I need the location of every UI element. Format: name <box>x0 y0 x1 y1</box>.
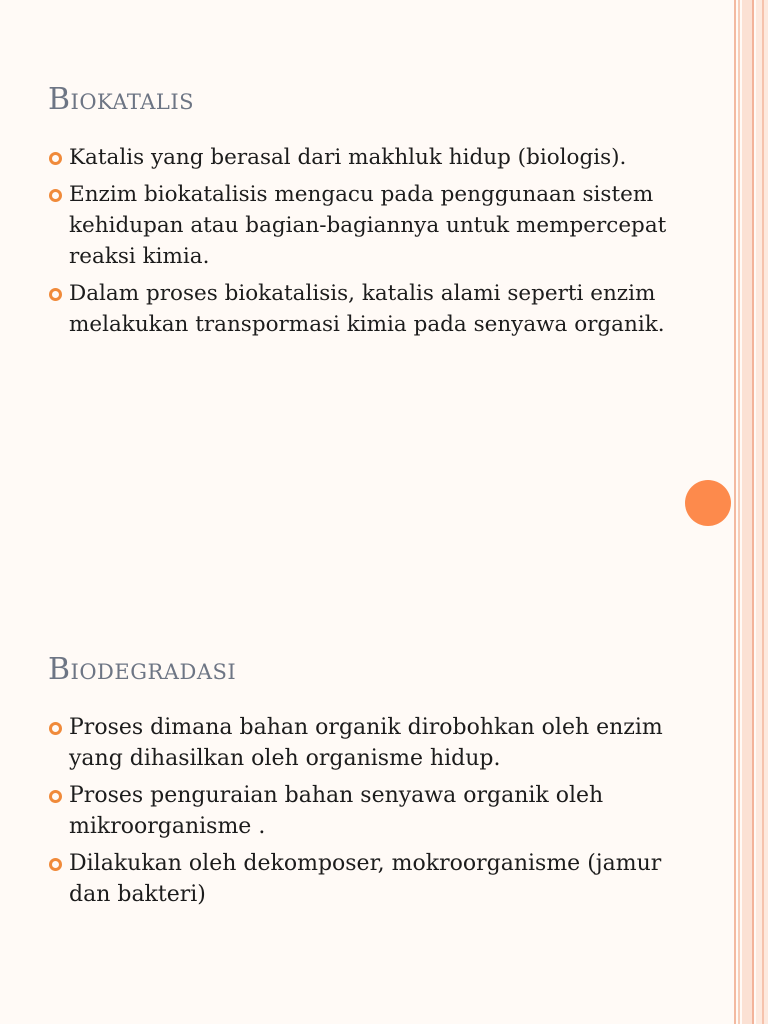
bullet-item <box>0 179 700 272</box>
decorative-stripe <box>752 0 754 1024</box>
decorative-stripe <box>742 0 752 1024</box>
bullet-list <box>0 142 700 340</box>
slide-divider-circle <box>685 480 731 526</box>
bullet-circle-icon <box>49 722 62 735</box>
bullet-circle-icon <box>49 189 62 202</box>
bullet-item <box>0 848 700 910</box>
bullet-item <box>0 142 700 173</box>
bullet-item <box>0 278 700 340</box>
decorative-stripe <box>734 0 736 1024</box>
decorative-stripe <box>738 0 740 1024</box>
bullet-circle-icon <box>49 858 62 871</box>
slide-biokatalis <box>0 80 700 346</box>
bullet-text: Dilakukan oleh dekomposer, mokroorganisme (jamur dan bakteri) <box>69 851 662 907</box>
decorative-stripe <box>762 0 764 1024</box>
bullet-text: Proses dimana bahan organik dirobohkan oleh enzim yang dihasilkan oleh organisme hidup. <box>69 715 663 771</box>
slide-title: Biodegradasi <box>48 652 237 687</box>
bullet-item <box>0 780 700 842</box>
slide-biodegradasi <box>0 650 700 916</box>
bullet-text: Proses penguraian bahan senyawa organik oleh mikroorganisme . <box>69 783 604 839</box>
bullet-item <box>0 712 700 774</box>
bullet-circle-icon <box>49 152 62 165</box>
bullet-text: Enzim biokatalisis mengacu pada penggunaan sistem kehidupan atau bagian-bagiannya untuk mempercepat reaksi kimia. <box>69 182 667 269</box>
bullet-circle-icon <box>49 288 62 301</box>
bullet-list <box>0 712 700 910</box>
bullet-text: Katalis yang berasal dari makhluk hidup (biologis). <box>69 145 627 170</box>
bullet-text: Dalam proses biokatalisis, katalis alami seperti enzim melakukan transpormasi kimia pada senyawa organik. <box>69 281 665 337</box>
bullet-circle-icon <box>49 790 62 803</box>
slide-title: Biokatalis <box>48 82 195 117</box>
